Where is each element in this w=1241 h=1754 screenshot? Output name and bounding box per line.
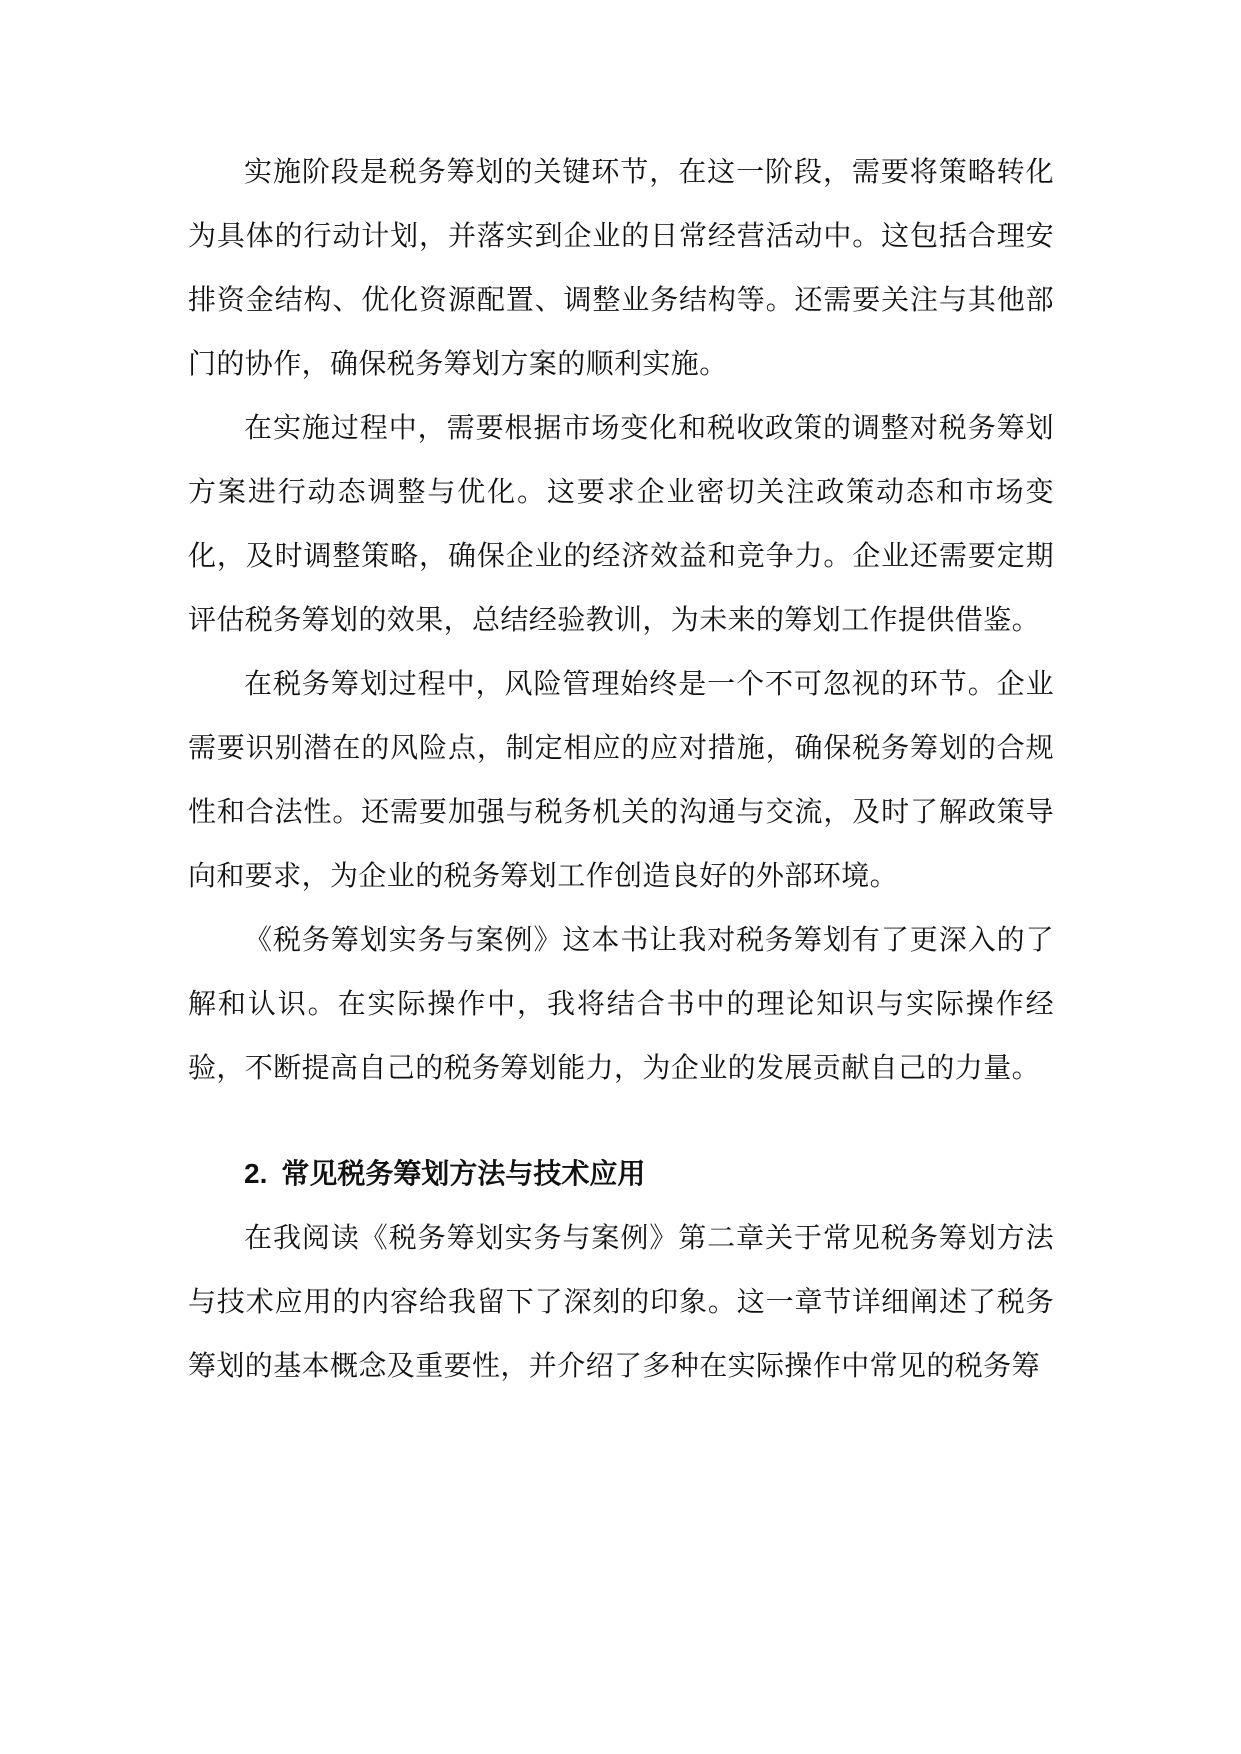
section-paragraph-1: 在我阅读《税务筹划实务与案例》第二章关于常见税务筹划方法与技术应用的内容给我留下了深刻的印象。这一章节详细阐述了税务筹划的基本概念及重要性，并介绍了多种在实际操作中常见的税务筹: [188, 1221, 1054, 1382]
body-paragraph-2: 在实施过程中，需要根据市场变化和税收政策的调整对税务筹划方案进行动态调整与优化。这要求企业密切关注政策动态和市场变化，及时调整策略，确保企业的经济效益和竞争力。企业还需要定期评估税务筹划的效果，总结经验教训，为未来的筹划工作提供借鉴。: [188, 411, 1054, 636]
section-heading: [188, 1142, 1054, 1206]
section-number: 2.: [244, 1158, 268, 1189]
body-paragraph-4: 《税务筹划实务与案例》这本书让我对税务筹划有了更深入的了解和认识。在实际操作中，我将结合书中的理论知识与实际操作经验，不断提高自己的税务筹划能力，为企业的发展贡献自己的力量。: [188, 923, 1054, 1084]
body-paragraph-1: 实施阶段是税务筹划的关键环节，在这一阶段，需要将策略转化为具体的行动计划，并落实到企业的日常经营活动中。这包括合理安排资金结构、优化资源配置、调整业务结构等。还需要关注与其他部门的协作，确保税务筹划方案的顺利实施。: [188, 155, 1054, 380]
section-title: 常见税务筹划方法与技术应用: [281, 1157, 646, 1190]
body-paragraph-3: 在税务筹划过程中，风险管理始终是一个不可忽视的环节。企业需要识别潜在的风险点，制定相应的应对措施，确保税务筹划的合规性和合法性。还需要加强与税务机关的沟通与交流，及时了解政策导向和要求，为企业的税务筹划工作创造良好的外部环境。: [188, 667, 1054, 892]
document-page: [188, 140, 1054, 1398]
